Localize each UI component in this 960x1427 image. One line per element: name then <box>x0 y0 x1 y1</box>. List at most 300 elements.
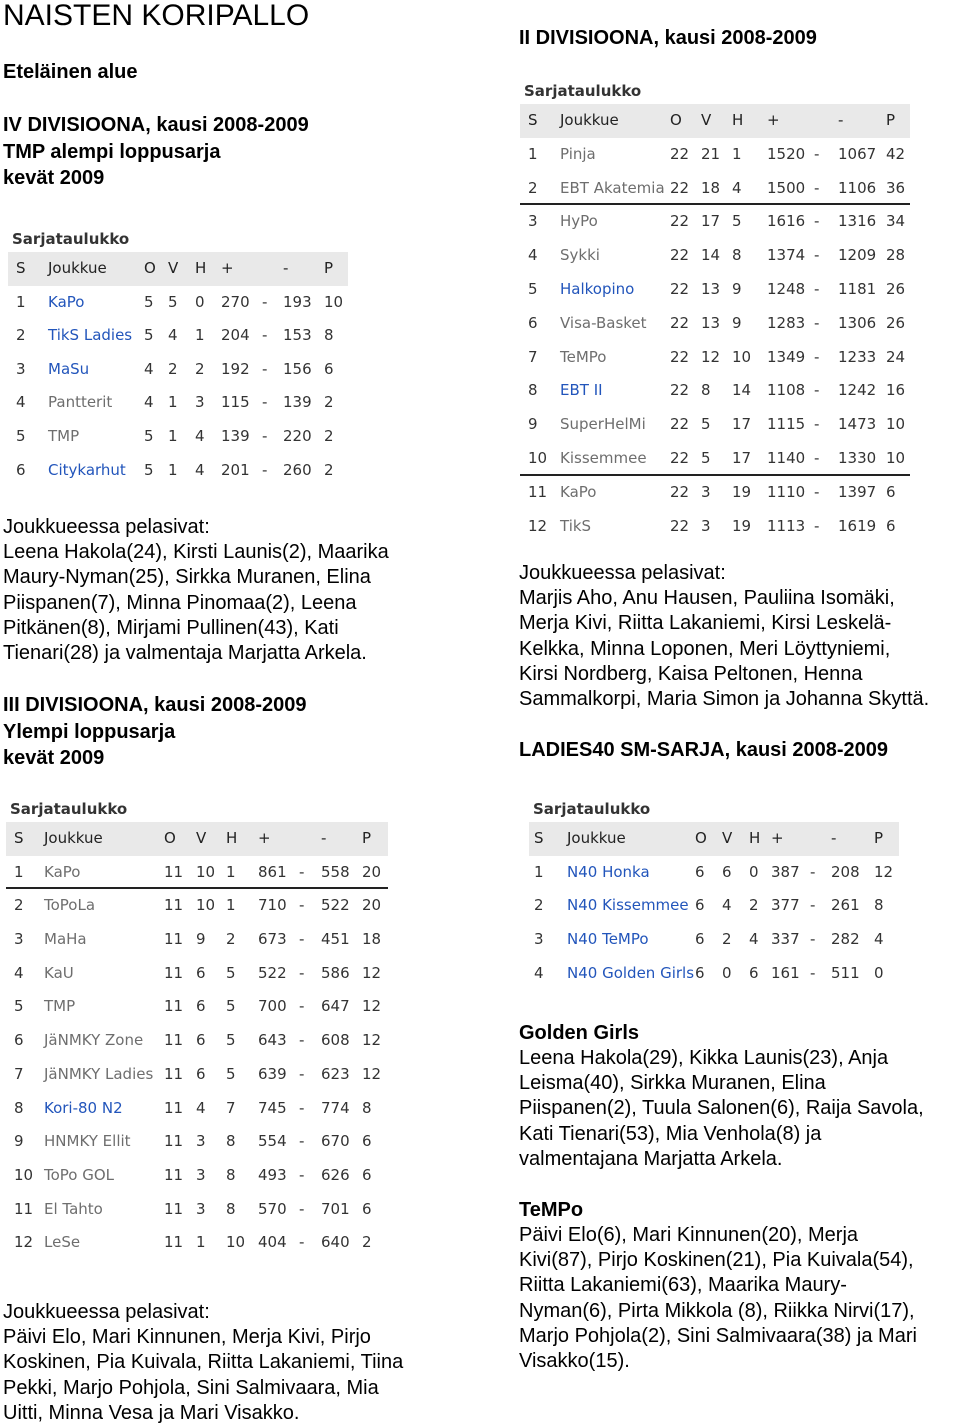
table-cell: 6 <box>528 313 538 332</box>
column-header: O <box>144 259 156 277</box>
column-header: Joukkue <box>48 259 107 277</box>
heading-line: kevät 2009 <box>3 167 105 189</box>
table-cell: 6 <box>362 1199 372 1218</box>
table-cell: 5 <box>168 292 178 311</box>
table-cell: 2 <box>749 896 759 915</box>
table-cell: 5 <box>144 292 154 311</box>
table-cell: 1233 <box>838 347 877 366</box>
table-cell: 8 <box>226 1132 236 1151</box>
heading-line: Ylempi loppusarja <box>3 720 176 743</box>
team-name: JäNMKY Zone <box>44 1031 144 1050</box>
table-cell: 647 <box>321 997 350 1016</box>
column-header: S <box>14 829 24 847</box>
column-header: Joukkue <box>560 111 619 129</box>
table-cell: 12 <box>362 963 382 982</box>
table-cell: 4 <box>14 963 24 982</box>
table-cell: 6 <box>722 862 732 881</box>
table-cell: 1115 <box>767 415 806 434</box>
table-cell: - <box>814 144 820 163</box>
table-cell: - <box>814 516 820 535</box>
table-cell: 5 <box>144 326 154 345</box>
table-cell: - <box>262 359 268 378</box>
table-cell: 670 <box>321 1132 350 1151</box>
table-cell: 270 <box>221 292 250 311</box>
column-header: V <box>701 111 712 129</box>
table-cell: 8 <box>324 326 334 345</box>
table-cell: 5 <box>14 997 24 1016</box>
table-cell: 6 <box>695 896 705 915</box>
table-cell: 1067 <box>838 144 877 163</box>
table-cell: - <box>814 381 820 400</box>
players-line: Marjo Pohjola(2), Sini Salmivaara(38) ja Mari <box>519 1324 917 1347</box>
table-cell: - <box>299 896 305 915</box>
table-cell: 626 <box>321 1165 350 1184</box>
table-cell: 8 <box>874 896 884 915</box>
column-header: P <box>362 829 372 847</box>
table-cell: 14 <box>701 246 721 265</box>
table-cell: 3 <box>196 1165 206 1184</box>
table-cell: 10 <box>226 1233 246 1252</box>
table-row <box>520 138 910 172</box>
team-name: TMP <box>48 426 80 445</box>
table-row <box>6 990 388 1024</box>
division-iii-heading <box>3 692 306 772</box>
table-cell: - <box>810 963 816 982</box>
column-header: V <box>196 829 207 847</box>
team-name: Sykki <box>560 246 600 265</box>
table-cell: 11 <box>164 930 184 949</box>
table-cell: 139 <box>283 393 312 412</box>
players-line: Marjis Aho, Anu Hausen, Pauliina Isomäki, <box>519 587 895 610</box>
players-line: Kati Tienari(53), Mia Venhola(8) ja <box>519 1122 822 1145</box>
team-name: El Tahto <box>44 1199 103 1218</box>
table-cell: 18 <box>701 178 721 197</box>
table-cell: 36 <box>886 178 906 197</box>
team-name[interactable]: TikS Ladies <box>48 326 133 345</box>
table-cell: 11 <box>164 1233 184 1252</box>
table-cell: 10 <box>732 347 752 366</box>
table-cell: 4 <box>874 930 884 949</box>
column-header: H <box>226 829 238 847</box>
table-cell: 3 <box>14 930 24 949</box>
table-cell: 3 <box>196 1199 206 1218</box>
table-cell: 22 <box>670 313 690 332</box>
table-cell: 1500 <box>767 178 806 197</box>
table-cell: 10 <box>196 862 216 881</box>
table-cell: 6 <box>886 516 896 535</box>
table-cell: 4 <box>196 1098 206 1117</box>
table-cell: 17 <box>701 212 721 231</box>
standings-table-iii <box>6 796 388 1260</box>
table-cell: 8 <box>362 1098 372 1117</box>
team-name: Pinja <box>560 144 596 163</box>
column-header: + <box>221 259 234 277</box>
table-cell: 204 <box>221 326 250 345</box>
column-header: - <box>831 829 837 847</box>
table-cell: 2 <box>534 896 544 915</box>
table-cell: 11 <box>164 1132 184 1151</box>
table-cell: 710 <box>258 896 287 915</box>
table-cell: - <box>814 246 820 265</box>
golden-girls-title: Golden Girls <box>519 1022 640 1044</box>
table-cell: 22 <box>670 381 690 400</box>
column-header: Joukkue <box>44 829 103 847</box>
standings-table-ladies40 <box>529 796 899 990</box>
table-header-row <box>8 252 348 286</box>
team-name[interactable]: N40 Kissemmee <box>567 896 689 915</box>
table-row <box>6 889 388 923</box>
table-cell: 6 <box>14 1031 24 1050</box>
column-header: O <box>695 829 707 847</box>
team-name[interactable]: N40 TeMPo <box>567 930 649 949</box>
table-cell: 10 <box>886 415 906 434</box>
table-cell: 4 <box>195 460 205 479</box>
table-row <box>520 172 910 206</box>
table-cell: 586 <box>321 963 350 982</box>
table-header-row <box>6 822 388 856</box>
table-cell: 1 <box>168 426 178 445</box>
table-cell: 1 <box>196 1233 206 1252</box>
table-row <box>529 856 899 890</box>
team-name: SuperHelMi <box>560 415 646 434</box>
players-line: Piispanen(2), Tuula Salonen(6), Raija Savola, <box>519 1097 924 1120</box>
table-cell: 673 <box>258 930 287 949</box>
players-heading: Joukkueessa pelasivat: <box>519 562 726 584</box>
table-cell: 16 <box>886 381 906 400</box>
table-cell: 404 <box>258 1233 287 1252</box>
table-cell: 12 <box>701 347 721 366</box>
table-cell: 5 <box>144 426 154 445</box>
table-cell: 282 <box>831 930 860 949</box>
table-cell: - <box>299 1064 305 1083</box>
table-cell: 11 <box>164 1199 184 1218</box>
team-name[interactable]: Citykarhut <box>48 460 126 479</box>
column-header: H <box>749 829 761 847</box>
table-cell: 5 <box>226 1064 236 1083</box>
table-cell: - <box>299 963 305 982</box>
table-cell: 5 <box>226 1031 236 1050</box>
table-cell: 192 <box>221 359 250 378</box>
tempo-section <box>519 1197 959 1374</box>
table-cell: 1 <box>226 896 236 915</box>
table-cell: 260 <box>283 460 312 479</box>
team-name: ToPoLa <box>44 896 96 915</box>
golden-girls-section <box>519 1020 959 1172</box>
table-cell: 8 <box>732 246 742 265</box>
table-cell: 640 <box>321 1233 350 1252</box>
team-name[interactable]: Kori-80 N2 <box>44 1098 123 1117</box>
team-name[interactable]: Halkopino <box>560 279 635 298</box>
table-cell: 1108 <box>767 381 806 400</box>
table-cell: 1 <box>528 144 538 163</box>
players-line: valmentajana Marjatta Arkela. <box>519 1147 783 1170</box>
table-cell: 220 <box>283 426 312 445</box>
table-cell: 28 <box>886 246 906 265</box>
table-cell: 3 <box>196 1132 206 1151</box>
table-cell: 156 <box>283 359 312 378</box>
players-heading: Joukkueessa pelasivat: <box>3 516 210 538</box>
table-cell: 9 <box>732 313 742 332</box>
team-name: Pantterit <box>48 393 113 412</box>
table-cell: 6 <box>324 359 334 378</box>
table-cell: - <box>299 862 305 881</box>
table-cell: 17 <box>732 415 752 434</box>
table-cell: 701 <box>321 1199 350 1218</box>
table-cell: 9 <box>196 930 206 949</box>
table-cell: - <box>814 212 820 231</box>
players-line: Maury-Nyman(25), Sirkka Muranen, Elina <box>3 566 371 589</box>
table-cell: 3 <box>16 359 26 378</box>
table-cell: 2 <box>168 359 178 378</box>
table-row <box>6 1058 388 1092</box>
players-line: Koskinen, Pia Kuivala, Riitta Lakaniemi, Tiina <box>3 1351 404 1374</box>
table-row <box>6 957 388 991</box>
table-cell: 5 <box>16 426 26 445</box>
table-cell: 9 <box>14 1132 24 1151</box>
table-cell: 493 <box>258 1165 287 1184</box>
table-cell: 2 <box>16 326 26 345</box>
table-cell: 10 <box>14 1165 34 1184</box>
table-cell: 608 <box>321 1031 350 1050</box>
table-row <box>520 374 910 408</box>
table-cell: 774 <box>321 1098 350 1117</box>
table-cell: 11 <box>164 1098 184 1117</box>
table-row <box>520 273 910 307</box>
table-cell: 1374 <box>767 246 806 265</box>
table-cell: 115 <box>221 393 250 412</box>
table-cell: 11 <box>164 862 184 881</box>
table-cell: 1110 <box>767 482 806 501</box>
table-cell: 1181 <box>838 279 877 298</box>
table-header-row <box>529 822 899 856</box>
table-cell: 26 <box>886 279 906 298</box>
column-header: O <box>670 111 682 129</box>
column-header: H <box>732 111 744 129</box>
table-cell: 558 <box>321 862 350 881</box>
players-line: Nyman(6), Pirta Mikkola (8), Riikka Nirvi(17), <box>519 1299 915 1322</box>
table-cell: - <box>814 347 820 366</box>
table-cell: 5 <box>701 415 711 434</box>
table-cell: 22 <box>670 279 690 298</box>
team-name[interactable]: N40 Honka <box>567 862 650 881</box>
table-cell: 3 <box>528 212 538 231</box>
players-line: Päivi Elo(6), Mari Kinnunen(20), Merja <box>519 1224 859 1246</box>
table-cell: 1 <box>534 862 544 881</box>
table-cell: - <box>810 896 816 915</box>
table-row <box>8 353 348 387</box>
table-cell: 6 <box>196 1064 206 1083</box>
ladies40-heading: LADIES40 SM-SARJA, kausi 2008-2009 <box>519 739 889 761</box>
column-header: - <box>838 111 844 129</box>
team-name: EBT Akatemia <box>560 178 665 197</box>
table-cell: 22 <box>670 415 690 434</box>
table-cell: 201 <box>221 460 250 479</box>
table-cell: 10 <box>528 448 548 467</box>
column-header: Joukkue <box>567 829 626 847</box>
table-cell: 11 <box>164 1064 184 1083</box>
table-cell: 1242 <box>838 381 877 400</box>
team-name: JäNMKY Ladies <box>44 1064 154 1083</box>
table-cell: - <box>814 279 820 298</box>
players-line: Kirsi Nordberg, Kaisa Peltonen, Henna <box>519 662 863 685</box>
table-cell: 22 <box>670 516 690 535</box>
table-cell: 7 <box>14 1064 24 1083</box>
table-cell: 5 <box>732 212 742 231</box>
table-row <box>8 454 348 488</box>
table-cell: 22 <box>670 347 690 366</box>
table-cell: 1306 <box>838 313 877 332</box>
table-cell: 14 <box>732 381 752 400</box>
team-name: KaPo <box>44 862 81 881</box>
team-name: Visa-Basket <box>560 313 647 332</box>
team-name: TMP <box>44 997 76 1016</box>
players-line: Pekki, Marjo Pohjola, Sini Salmivaara, Mia <box>3 1376 379 1399</box>
table-cell: - <box>299 930 305 949</box>
table-cell: 1 <box>14 862 24 881</box>
column-header: + <box>771 829 784 847</box>
tempo-title: TeMPo <box>519 1199 584 1221</box>
table-cell: - <box>814 178 820 197</box>
table-cell: 6 <box>695 930 705 949</box>
table-cell: 6 <box>695 862 705 881</box>
table-cell: 5 <box>144 460 154 479</box>
table-cell: - <box>299 1132 305 1151</box>
table-cell: 10 <box>324 292 344 311</box>
team-name[interactable]: KaPo <box>48 292 85 311</box>
tempo-players <box>519 1223 959 1374</box>
table-cell: 12 <box>14 1233 34 1252</box>
table-cell: 1283 <box>767 313 806 332</box>
table-cell: 3 <box>701 516 711 535</box>
table-row <box>6 856 388 890</box>
table-cell: - <box>262 393 268 412</box>
players-line: Kelkka, Minna Loponen, Meri Löyttyniemi, <box>519 637 891 660</box>
players-line: Riitta Lakaniemi(63), Maarika Maury- <box>519 1274 847 1297</box>
team-name[interactable]: EBT II <box>560 381 603 400</box>
team-name: Kissemmee <box>560 448 647 467</box>
table-cell: 8 <box>14 1098 24 1117</box>
table-cell: 2 <box>324 393 334 412</box>
table-cell: - <box>810 930 816 949</box>
column-header: O <box>164 829 176 847</box>
table-cell: 11 <box>164 997 184 1016</box>
table-row <box>6 1092 388 1126</box>
page-title: NAISTEN KORIPALLO <box>3 0 310 32</box>
division-ii-heading: II DIVISIOONA, kausi 2008-2009 <box>519 27 817 49</box>
table-cell: 4 <box>732 178 742 197</box>
table-cell: - <box>262 292 268 311</box>
players-line: Päivi Elo, Mari Kinnunen, Merja Kivi, Pirjo <box>3 1326 371 1349</box>
table-row <box>520 476 910 510</box>
table-cell: 7 <box>528 347 538 366</box>
table-cell: 12 <box>528 516 548 535</box>
table-cell: 623 <box>321 1064 350 1083</box>
column-header: S <box>534 829 544 847</box>
team-name: LeSe <box>44 1233 81 1252</box>
table-cell: 208 <box>831 862 860 881</box>
table-cell: - <box>262 426 268 445</box>
table-heading: Sarjataulukko <box>12 230 130 248</box>
table-cell: 17 <box>732 448 752 467</box>
players-iii <box>3 1300 513 1426</box>
team-name: MaHa <box>44 930 87 949</box>
table-cell: 1473 <box>838 415 877 434</box>
players-line: Visakko(15). <box>519 1350 630 1373</box>
players-heading: Joukkueessa pelasivat: <box>3 1301 210 1323</box>
table-row <box>520 307 910 341</box>
table-cell: 9 <box>528 415 538 434</box>
table-cell: 4 <box>749 930 759 949</box>
table-cell: 153 <box>283 326 312 345</box>
column-header: H <box>195 259 207 277</box>
table-cell: - <box>299 1031 305 1050</box>
table-cell: 5 <box>226 963 236 982</box>
team-name[interactable]: MaSu <box>48 359 90 378</box>
table-cell: 2 <box>324 460 334 479</box>
team-name: HNMKY Ellit <box>44 1132 131 1151</box>
table-cell: 639 <box>258 1064 287 1083</box>
table-cell: 643 <box>258 1031 287 1050</box>
table-cell: 8 <box>528 381 538 400</box>
table-cell: 1 <box>168 460 178 479</box>
table-cell: 1209 <box>838 246 877 265</box>
table-cell: 1248 <box>767 279 806 298</box>
table-cell: 3 <box>534 930 544 949</box>
table-cell: 9 <box>732 279 742 298</box>
players-line: Tienari(28) ja valmentaja Marjatta Arkela. <box>3 642 367 665</box>
table-cell: 4 <box>528 246 538 265</box>
table-cell: 20 <box>362 862 382 881</box>
table-cell: 11 <box>164 1165 184 1184</box>
team-name[interactable]: N40 Golden Girls <box>567 963 695 982</box>
table-cell: 34 <box>886 212 906 231</box>
table-row <box>8 319 348 353</box>
table-cell: 1 <box>16 292 26 311</box>
table-cell: 12 <box>362 1064 382 1083</box>
table-cell: 1349 <box>767 347 806 366</box>
players-line: Kivi(87), Pirjo Koskinen(21), Pia Kuivala(54), <box>519 1249 914 1272</box>
team-name: HyPo <box>560 212 598 231</box>
table-cell: 0 <box>874 963 884 982</box>
table-cell: - <box>299 1199 305 1218</box>
table-cell: 11 <box>528 482 548 501</box>
players-line: Leena Hakola(24), Kirsti Launis(2), Maarika <box>3 541 389 564</box>
table-cell: 522 <box>321 896 350 915</box>
table-cell: 554 <box>258 1132 287 1151</box>
team-name: TikS <box>560 516 592 535</box>
table-row <box>8 286 348 320</box>
column-header: V <box>168 259 179 277</box>
table-cell: 5 <box>701 448 711 467</box>
table-cell: 6 <box>196 1031 206 1050</box>
table-cell: 22 <box>670 178 690 197</box>
team-name: KaU <box>44 963 74 982</box>
table-row <box>520 205 910 239</box>
table-cell: 5 <box>226 997 236 1016</box>
table-cell: 20 <box>362 896 382 915</box>
column-header: S <box>528 111 538 129</box>
table-cell: 7 <box>226 1098 236 1117</box>
table-cell: 3 <box>195 393 205 412</box>
table-cell: 1140 <box>767 448 806 467</box>
table-cell: 2 <box>324 426 334 445</box>
table-row <box>6 1024 388 1058</box>
table-row <box>529 957 899 991</box>
table-cell: 2 <box>14 896 24 915</box>
players-line: Piispanen(7), Minna Pinomaa(2), Leena <box>3 591 357 614</box>
table-cell: - <box>814 313 820 332</box>
players-line: Uitti, Minna Vesa ja Mari Visakko. <box>3 1401 300 1424</box>
